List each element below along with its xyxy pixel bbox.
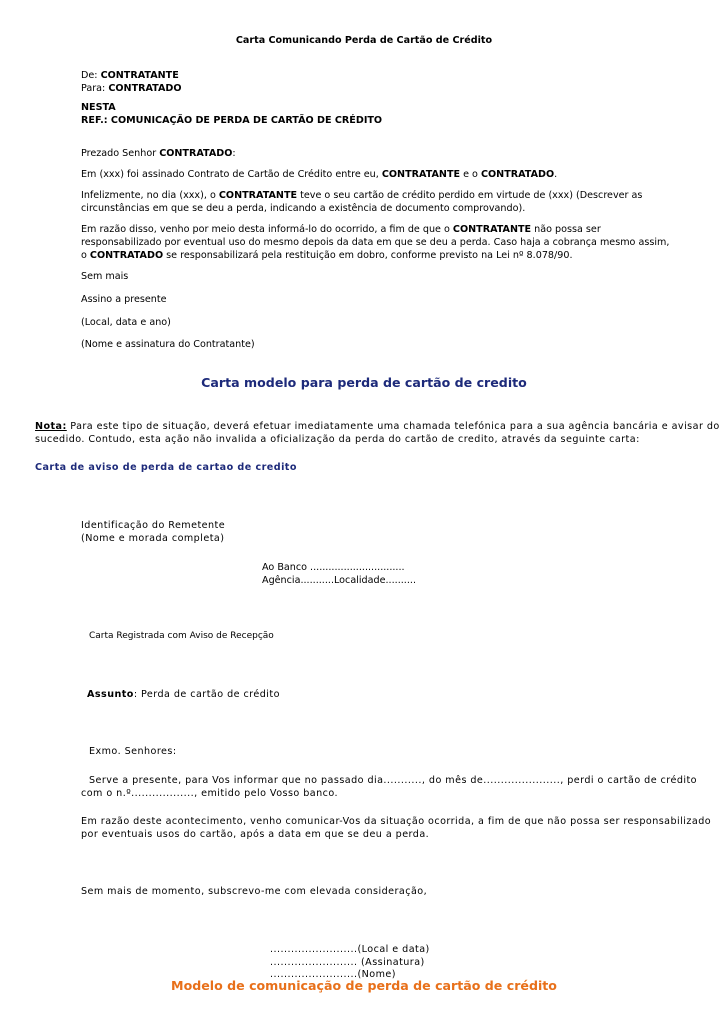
- p3-text-f: se responsabilizará pela restituição em dobro, conforme previsto na Lei nº 8.078/90.: [163, 250, 573, 261]
- p2-text-c: teve o seu cartão de crédito perdido em virtude de (xxx) (Descrever as: [297, 190, 643, 201]
- body-1-line-1: Serve a presente, para Vos informar que no passado dia..........., do mês de......................, perdi o cartão de crédito: [89, 775, 698, 786]
- p1-text-c: e o: [460, 169, 481, 180]
- bank-line: Ao Banco ...............................: [262, 562, 405, 573]
- paragraph-3-line-2: responsabilizado por eventual uso do mesmo depois da data em que se deu a perda. Caso haja a cobrança mesmo assim,: [81, 237, 670, 248]
- paragraph-1: [81, 168, 557, 181]
- to-label: Para:: [81, 83, 109, 94]
- from-label: De:: [81, 70, 101, 81]
- p1-text-e: .: [554, 169, 558, 180]
- body-1-line-2: com o n.º.................., emitido pelo Vosso banco.: [81, 788, 339, 799]
- p3-text-c: não possa ser: [531, 224, 601, 235]
- note-line-2: sucedido. Contudo, esta ação não invalida a oficialização da perda do cartão de credito, através da seguinte carta:: [35, 434, 640, 445]
- p3-bold-e: CONTRATADO: [89, 250, 164, 261]
- p3-text-d: o: [81, 250, 90, 261]
- paragraph-2-line-2: circunstâncias em que se deu a perda, indicando a existência de documento comprovando).: [81, 203, 526, 214]
- letter-title: Carta Comunicando Perda de Cartão de Crédito: [235, 35, 493, 46]
- name-signature-line: (Nome e assinatura do Contratante): [81, 339, 255, 350]
- body-2-line-1: Em razão deste acontecimento, venho comunicar-Vos da situação ocorrida, a fim de que não possa ser responsabilizado: [81, 816, 712, 827]
- paragraph-3-line-1: [81, 223, 601, 236]
- salutation: [81, 147, 236, 160]
- note-text-1: Para este tipo de situação, deverá efetuar imediatamente uma chamada telefónica para a sua agência bancária e avisar do: [66, 421, 720, 432]
- to-value: CONTRATADO: [108, 83, 182, 94]
- p2-bold-b: CONTRATANTE: [218, 190, 298, 201]
- note-line-1: [35, 420, 720, 433]
- nesta-line: NESTA: [81, 102, 116, 113]
- paragraph-2-line-1: [81, 189, 642, 202]
- greeting: Exmo. Senhores:: [89, 746, 177, 757]
- signature-sign: ......................... (Assinatura): [270, 957, 425, 968]
- agency-line: Agência...........Localidade..........: [262, 575, 416, 586]
- model-heading: Carta modelo para perda de cartão de credito: [201, 375, 527, 390]
- registered-mail-line: Carta Registrada com Aviso de Recepção: [89, 631, 274, 641]
- signature-place-date: .........................(Local e data): [270, 944, 430, 955]
- salutation-name: CONTRATADO: [159, 148, 233, 159]
- body-2-line-2: por eventuais usos do cartão, após a data em que se deu a perda.: [81, 829, 430, 840]
- signoff-line: Assino a presente: [81, 294, 167, 305]
- p1-bold-b: CONTRATANTE: [381, 169, 461, 180]
- sender-id: Identificação do Remetente: [81, 520, 226, 531]
- paragraph-3-line-3: [81, 249, 573, 262]
- from-line: [81, 69, 179, 82]
- p3-text-a: Em razão disso, venho por meio desta informá-lo do ocorrido, a fim de que o: [81, 224, 453, 235]
- closing-line: Sem mais: [81, 271, 129, 282]
- reference-line: REF.: COMUNICAÇÃO DE PERDA DE CARTÃO DE CRÉDITO: [81, 115, 383, 126]
- signature-name: .........................(Nome): [270, 969, 396, 980]
- p1-bold-d: CONTRATADO: [480, 169, 555, 180]
- footer-heading: Modelo de comunicação de perda de cartão de crédito: [171, 978, 557, 993]
- to-line: [81, 82, 182, 95]
- subject-line: [87, 688, 280, 701]
- sender-name: (Nome e morada completa): [81, 533, 225, 544]
- note-label: Nota:: [35, 421, 67, 432]
- subject-label: Assunto: [87, 689, 134, 700]
- salutation-colon: :: [232, 148, 236, 159]
- p2-text-a: Infelizmente, no dia (xxx), o: [81, 190, 219, 201]
- from-value: CONTRATANTE: [100, 70, 179, 81]
- p1-text-a: Em (xxx) foi assinado Contrato de Cartão de Crédito entre eu,: [81, 169, 382, 180]
- p3-bold-b: CONTRATANTE: [452, 224, 532, 235]
- closing-sentence: Sem mais de momento, subscrevo-me com elevada consideração,: [81, 886, 428, 897]
- subject-text: : Perda de cartão de crédito: [133, 689, 280, 700]
- subheading: Carta de aviso de perda de cartao de credito: [35, 462, 297, 473]
- place-date-line: (Local, data e ano): [81, 317, 171, 328]
- salutation-text: Prezado Senhor: [81, 148, 160, 159]
